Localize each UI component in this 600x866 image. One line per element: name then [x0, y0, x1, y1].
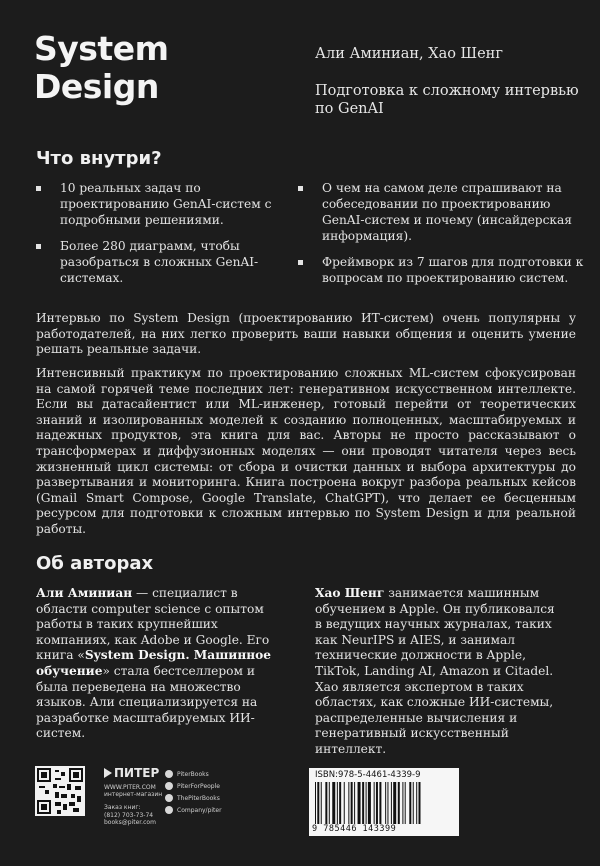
barcode-bars: [315, 782, 453, 824]
bullet-item: О чем на самом деле спрашивают на собеседовании по проектированию GenAI-систем и почему (инсайдерская информация).: [296, 180, 586, 244]
publisher-arrow-icon: [104, 768, 112, 778]
social-links: [165, 768, 222, 816]
author-bio-aminian: [36, 586, 276, 742]
bullet-item: 10 реальных задач по проектированию GenAI-систем с подробными решениями.: [34, 180, 284, 228]
publisher-site: WWW.PITER.COM интернет-магазин: [104, 784, 163, 798]
author-bio-text: — специалист в области computer science с опытом работы в таких крупнейших компаниях, как Adobe и Google. Его книга «: [36, 586, 270, 663]
telegram-icon: [165, 782, 173, 790]
vk-icon: [165, 770, 173, 778]
youtube-icon: [165, 794, 173, 802]
isbn-number: ISBN:978-5-4461-4339-9: [315, 770, 421, 780]
section-heading-about: Об авторах: [36, 553, 154, 574]
section-heading-inside: Что внутри?: [36, 148, 162, 169]
author-bio-text: » стала бестселлером и была переведена на множество языков. Али специализируется на разработке масштабируемых ИИ-систем.: [36, 663, 258, 741]
social-link-youtube[interactable]: ThePiterBooks: [165, 792, 222, 804]
inside-list-left: [34, 180, 284, 296]
social-link-telegram[interactable]: PiterForPeople: [165, 780, 222, 792]
bullet-item: Фреймворк из 7 шагов для подготовки к вопросам по проектированию систем.: [296, 254, 586, 286]
publisher-logo: ПИТЕР: [104, 766, 159, 780]
inside-list-right: [296, 180, 586, 296]
intro-paragraph: Интервью по System Design (проектированию ИТ-систем) очень популярны у работодателей, на них легко проверить ваши навыки общения и оценить умение решать реальные задачи.: [36, 311, 576, 357]
social-link-vk[interactable]: PiterBooks: [165, 768, 222, 780]
author-name: Али Аминиан: [36, 586, 133, 600]
author-bio-sheng: [315, 586, 565, 758]
author-bio-text: занимается машинным обучением в Apple. Он публиковался в ведущих научных журналах, таких как NeurIPS и AIES, и занимал технические должности в Apple, TikTok, Landing AI, Amazon и Citadel. Хао является экспертом в таких областях, как сложные ИИ-системы, распределенные вычисления и генеративный искусственный интеллект.: [315, 586, 555, 756]
qr-code: [35, 766, 85, 816]
barcode-digits: 9 785446 143399: [312, 824, 397, 834]
book-title-line1: System: [34, 29, 169, 68]
isbn-barcode: [309, 768, 459, 836]
social-link-company[interactable]: Company/piter: [165, 804, 222, 816]
book-subtitle: Подготовка к сложному интервью по GenAI: [315, 83, 579, 117]
description-paragraph: Интенсивный практикум по проектированию сложных ML-систем сфокусирован на самой горячей теме последних лет: генеративном искусственном интеллекте. Если вы датасайентист или ML-инженер, готовый перейти от теоретических знаний и изолированных моделей к созданию полноценных, масштабируемых и надежных продуктов, эта книга для вас. Авторы не просто рассказывают о трансформерах и диффузионных моделях — они проводят читателя через весь жизненный цикл системы: от сбора и очистки данных и выбора архитектуры до развертывания и мониторинга. Книга построена вокруг разбора реальных кейсов (Gmail Smart Compose, Google Translate, ChatGPT), что делает ее бесценным ресурсом для подготовки к сложным интервью по System Design и для реальной работы.: [36, 366, 576, 536]
company-icon: [165, 806, 173, 814]
bullet-item: Более 280 диаграмм, чтобы разобраться в сложных GenAI-системах.: [34, 238, 284, 286]
book-title: [34, 30, 264, 106]
author-name: Хао Шенг: [315, 586, 385, 600]
book-reference: System Design. Машинное обучение: [36, 648, 272, 678]
book-title-line2: Design: [34, 67, 159, 106]
publisher-contacts: Заказ книг: (812) 703-73-74 books@piter.com: [104, 804, 156, 826]
book-authors: Али Аминиан, Хао Шенг: [315, 46, 503, 62]
